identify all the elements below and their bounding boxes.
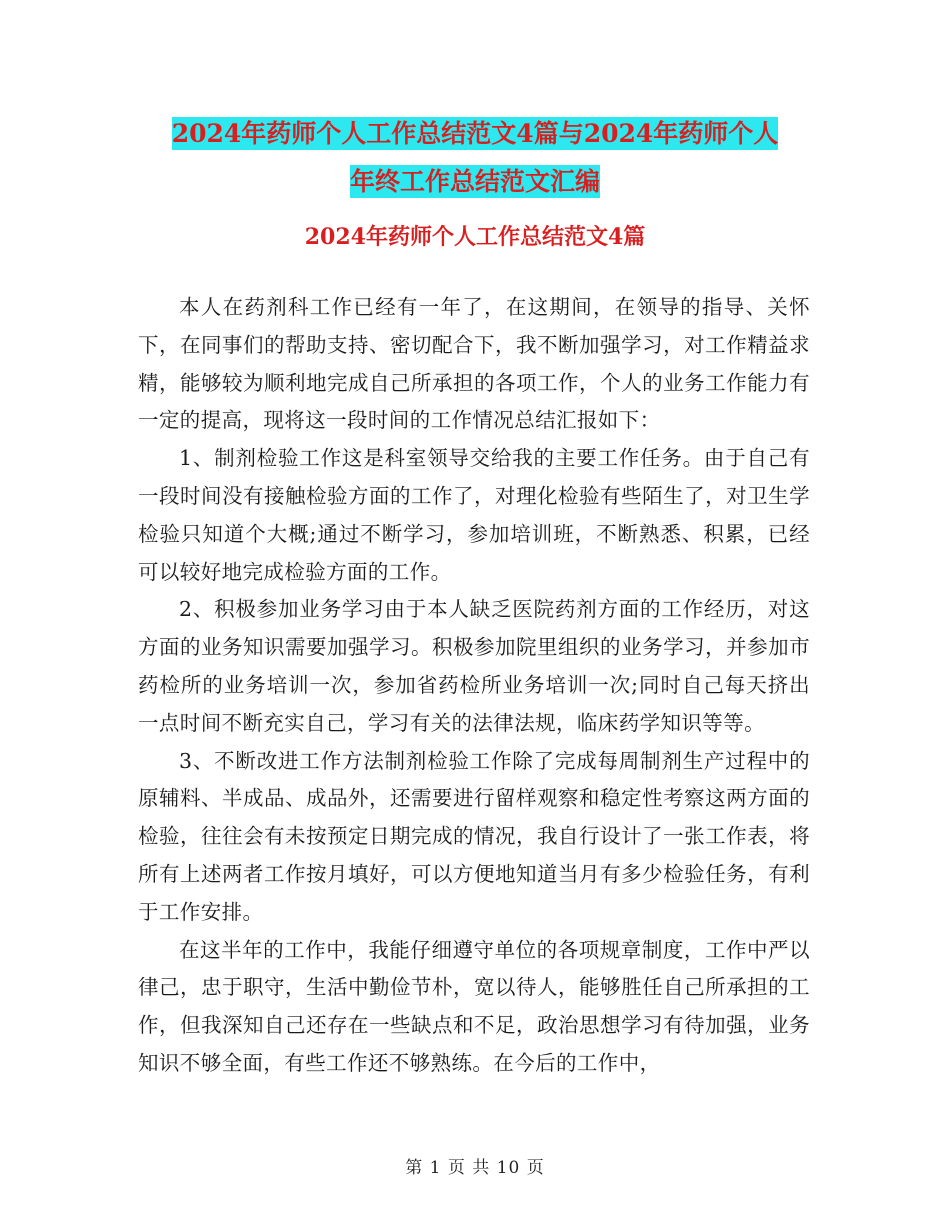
paragraph-item-3: 3、不断改进工作方法制剂检验工作除了完成每周制剂生产过程中的原辅料、半成品、成品外，还需要进行留样观察和稳定性考察这两方面的检验，往往会有未按预定日期完成的情况，我自行设计了一张工作表，将所有上述两者工作按月填好，可以方便地知道当月有多少检验任务，有利于工作安排。 <box>138 748 810 924</box>
paragraph-intro: 本人在药剂科工作已经有一年了，在这期间，在领导的指导、关怀下，在同事们的帮助支持、密切配合下，我不断加强学习，对工作精益求精，能够较为顺利地完成自己所承担的各项工作，个人的业务工作能力有一定的提高，现将这一段时间的工作情况总结汇报如下： <box>138 295 810 433</box>
document-title <box>120 110 830 206</box>
section-title: 2024年药师个人工作总结范文4篇 <box>304 224 646 250</box>
paragraph-item-2: 2、积极参加业务学习由于本人缺乏医院药剂方面的工作经历，对这方面的业务知识需要加强学习。积极参加院里组织的业务学习，并参加市药检所的业务培训一次，参加省药检所业务培训一次;同时自己每天挤出一点时间不断充实自己，学习有关的法律法规，临床药学知识等等。 <box>138 597 810 735</box>
paragraph-item-1: 1、制剂检验工作这是科室领导交给我的主要工作任务。由于自己有一段时间没有接触检验方面的工作了，对理化检验有些陌生了，对卫生学检验只知道个大概;通过不断学习，参加培训班，不断熟悉、积累，已经可以较好地完成检验方面的工作。 <box>138 446 810 584</box>
document-title-line-1: 2024年药师个人工作总结范文4篇与2024年药师个人 <box>171 119 779 148</box>
document-body <box>138 289 810 1083</box>
paragraph-summary: 在这半年的工作中，我能仔细遵守单位的各项规章制度，工作中严以律己，忠于职守，生活中勤俭节朴，宽以待人，能够胜任自己所承担的工作，但我深知自己还存在一些缺点和不足，政治思想学习有待加强，业务知识不够全面，有些工作还不够熟练。在今后的工作中， <box>138 937 810 1075</box>
page-number-footer: 第 1 页 共 10 页 <box>405 1158 545 1178</box>
document-title-line-2: 年终工作总结范文汇编 <box>349 167 600 196</box>
